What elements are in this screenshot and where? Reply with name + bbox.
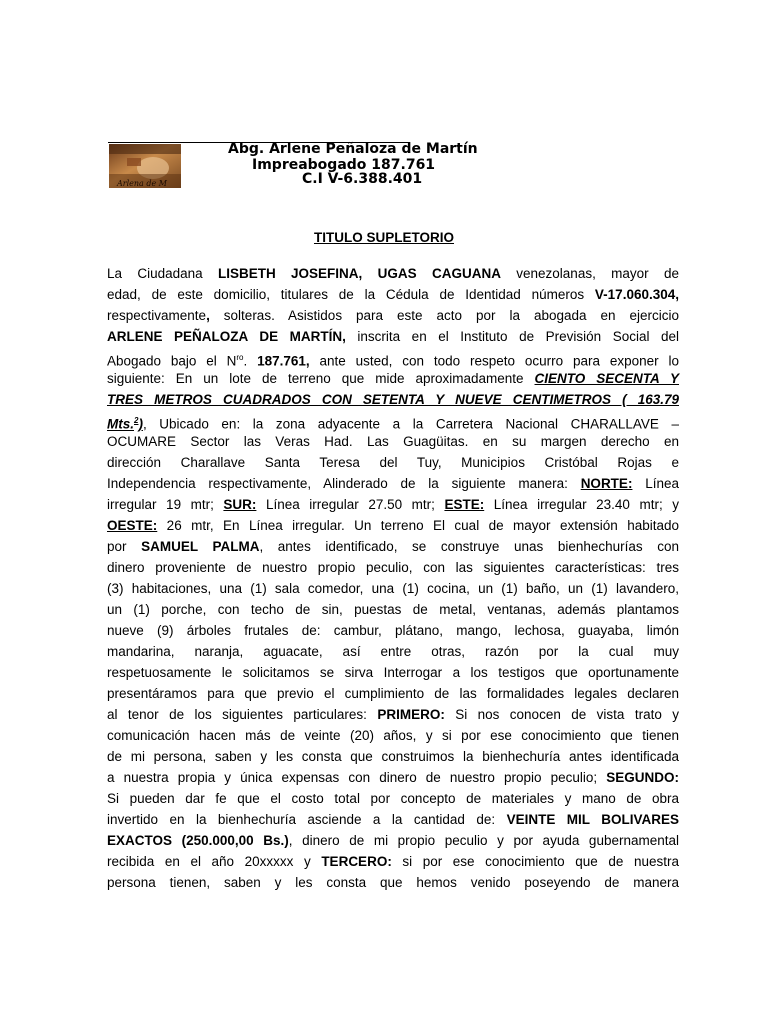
document-title: TITULO SUPLETORIO bbox=[313, 230, 454, 245]
body-line: ARLENE PEÑALOZA DE MARTÍN, inscrita en el Instituto de Previsión Social del bbox=[107, 329, 680, 344]
body-line: un (1) porche, con techo de sin, puestas de metal, ventanas, además plantamos bbox=[107, 602, 679, 617]
body-line: por SAMUEL PALMA, antes identificado, se construye unas bienhechurías con bbox=[107, 539, 680, 554]
body-line: La Ciudadana LISBETH JOSEFINA, UGAS CAGUANA venezolanas, mayor de bbox=[107, 266, 679, 281]
body-line: EXACTOS (250.000,00 Bs.), dinero de mi propio peculio y por ayuda gubernamental bbox=[107, 833, 679, 848]
body-line: respetuosamente le solicitamos se sirva Interrogar a los testigos que oportunamente bbox=[107, 665, 679, 680]
body-line: OESTE: 26 mtr, En Línea irregular. Un terreno El cual de mayor extensión habitado bbox=[107, 518, 679, 533]
lawyer-ci: C.I V-6.388.401 bbox=[302, 171, 423, 187]
body-line: de mi persona, saben y les consta que construimos la bienhechuría antes identificada bbox=[107, 749, 679, 764]
body-line: Independencia respectivamente, Alinderado de la siguiente manera: NORTE: Línea bbox=[107, 476, 679, 491]
body-line: persona tienen, saben y les consta que hemos venido poseyendo de manera bbox=[107, 875, 679, 890]
body-line: TRES METROS CUADRADOS CON SETENTA Y NUEVE CENTIMETROS ( 163.79 bbox=[107, 392, 679, 407]
body-line: (3) habitaciones, una (1) sala comedor, una (1) cocina, un (1) baño, un (1) lavandero, bbox=[107, 581, 679, 596]
logo-signature: Arlena de M bbox=[117, 179, 167, 188]
body-line: siguiente: En un lote de terreno que mide aproximadamente CIENTO SECENTA Y bbox=[107, 371, 679, 386]
body-line: al tenor de los siguientes particulares: PRIMERO: Si nos conocen de vista trato y bbox=[107, 707, 679, 722]
body-line: a nuestra propia y única expensas con dinero de nuestro propio peculio; SEGUNDO: bbox=[107, 770, 679, 785]
body-line: dinero proveniente de nuestro propio peculio, con las siguientes características: tres bbox=[107, 560, 679, 575]
law-office-logo bbox=[109, 144, 181, 188]
body-line: respectivamente, solteras. Asistidos para este acto por la abogada en ejercicio bbox=[107, 308, 679, 323]
body-line: Si pueden dar fe que el costo total por concepto de materiales y mano de obra bbox=[107, 791, 679, 806]
lawyer-impreabogado: Impreabogado 187.761 bbox=[252, 157, 436, 173]
body-line: recibida en el año 20xxxxx y TERCERO: si por ese conocimiento que de nuestra bbox=[107, 854, 679, 869]
document-body bbox=[107, 263, 679, 893]
body-line: Mts.$^2$), Ubicado en: la zona adyacente a la Carretera Nacional CHARALLAVE – bbox=[107, 416, 679, 432]
body-line: edad, de este domicilio, titulares de la Cédula de Identidad números V-17.060.304, bbox=[107, 287, 679, 302]
body-line: nueve (9) árboles frutales de: cambur, plátano, mango, lechosa, guayaba, limón bbox=[107, 623, 679, 638]
body-line: invertido en la bienhechuría asciende a la cantidad de: VEINTE MIL BOLIVARES bbox=[107, 812, 679, 827]
body-line: presentáramos para que previo el cumplimiento de las formalidades legales declaren bbox=[107, 686, 679, 701]
lawyer-name: Abg. Arlene Peñaloza de Martín bbox=[228, 141, 478, 157]
body-line: mandarina, naranja, aguacate, así entre otras, razón por la cual muy bbox=[107, 644, 679, 659]
body-line: irregular 19 mtr; SUR: Línea irregular 27.50 mtr; ESTE: Línea irregular 23.40 mtr; y bbox=[107, 497, 679, 512]
body-line: Abogado bajo el $N^{ro}$. 187.761, ante usted, con todo respeto ocurro para exponer lo bbox=[107, 353, 679, 369]
body-line: dirección Charallave Santa Teresa del Tuy, Municipios Cristóbal Rojas e bbox=[107, 455, 679, 470]
body-line: comunicación hacen más de veinte (20) años, y si por ese conocimiento que tienen bbox=[107, 728, 679, 743]
body-line: OCUMARE Sector las Veras Had. Las Guagüitas. en su margen derecho en bbox=[107, 434, 679, 449]
